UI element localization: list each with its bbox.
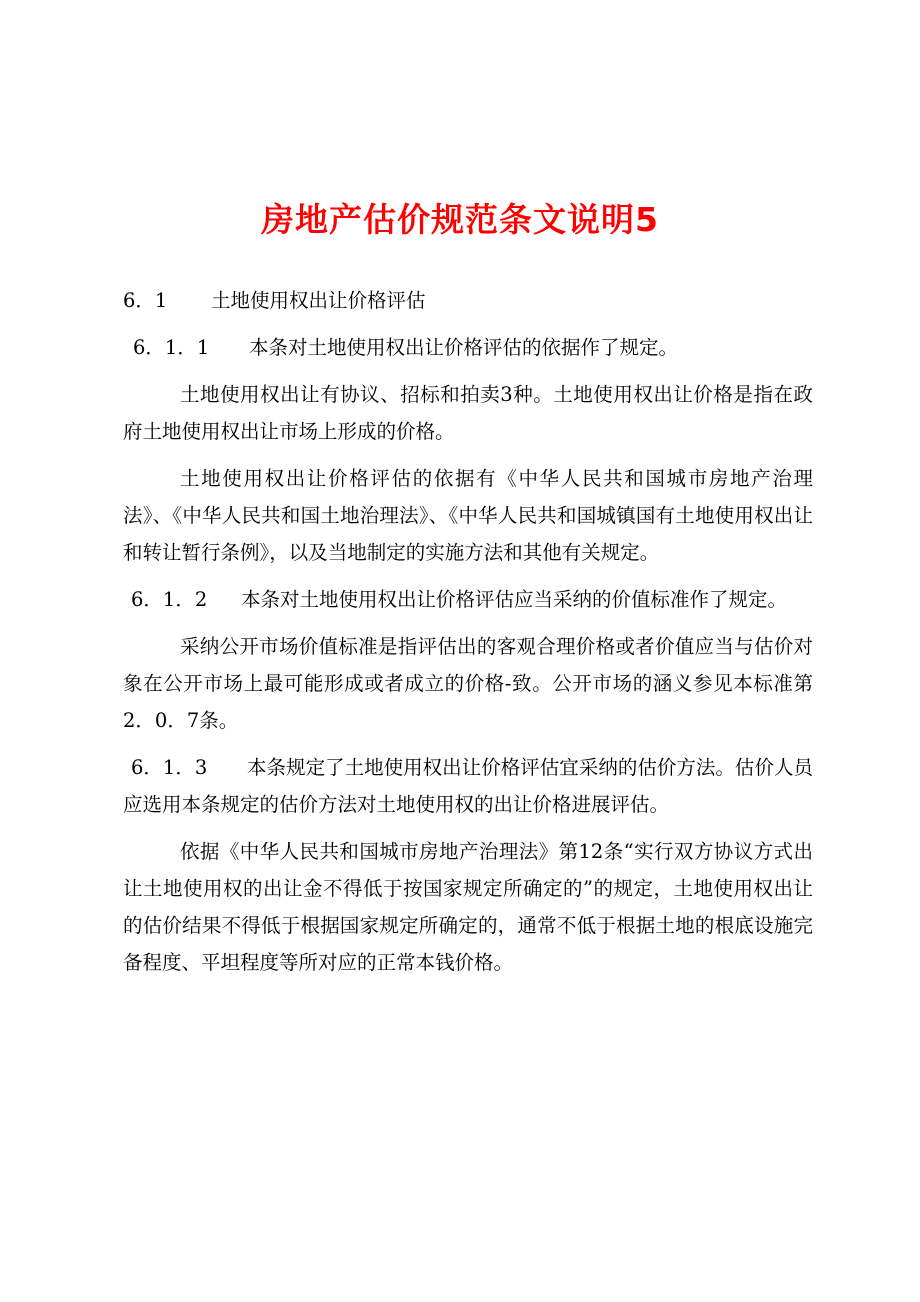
paragraph: 采纳公开市场价值标准是指评估出的客观合理价格或者价值应当与估价对象在公开市场上最可能形成或者成立的价格-致。公开市场的涵义参见本标准第2．0．7条。 xyxy=(123,635,813,732)
clause-text: 本条对土地使用权出让价格评估应当采纳的价值标准作了规定。 xyxy=(241,588,788,611)
paragraph: 土地使用权出让价格评估的依据有《中华人民共和国城市房地产治理法》、《中华人民共和国土地治理法》、《中华人民共和国城镇国有土地使用权出让和转让暂行条例》，以及当地制定的实施方法和其他有关规定。 xyxy=(123,467,813,564)
section-number: 6．1 xyxy=(123,289,168,312)
clause-text: 本条规定了土地使用权出让价格评估宜采纳的估价方法。估价人员应选用本条规定的估价方法对土地使用权的出让价格进展评估。 xyxy=(123,756,813,816)
section-heading xyxy=(123,282,813,319)
clause-6-1-3 xyxy=(123,749,813,823)
clause-text: 本条对土地使用权出让价格评估的依据作了规定。 xyxy=(249,336,679,359)
clause-number: 6．1．3 xyxy=(131,756,208,779)
clause-6-1-1 xyxy=(123,329,813,366)
clause-number: 6．1．1 xyxy=(133,336,210,359)
document-title: 房地产估价规范条文说明5 xyxy=(261,200,659,239)
paragraph: 土地使用权出让有协议、招标和拍卖3种。土地使用权出让价格是指在政府土地使用权出让市场上形成的价格。 xyxy=(123,383,813,443)
document-body xyxy=(123,282,813,991)
clause-number: 6．1．2 xyxy=(131,588,208,611)
section-heading-text: 土地使用权出让价格评估 xyxy=(211,289,426,312)
clause-6-1-2 xyxy=(123,581,813,618)
paragraph: 依据《中华人民共和国城市房地产治理法》第12条“实行双方协议方式出让土地使用权的出让金不得低于按国家规定所确定的”的规定，土地使用权出让的估价结果不得低于根据国家规定所确定的，通常不低于根据土地的根底设施完备程度、平坦程度等所对应的正常本钱价格。 xyxy=(123,840,813,974)
